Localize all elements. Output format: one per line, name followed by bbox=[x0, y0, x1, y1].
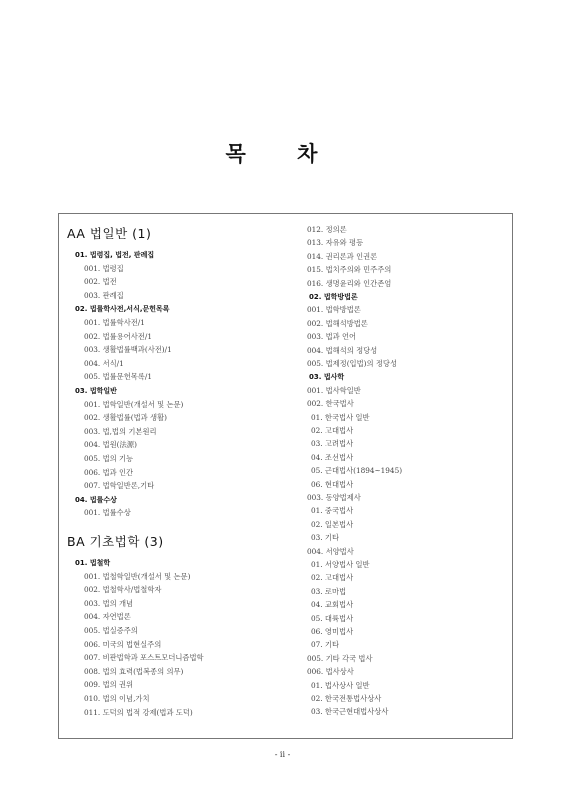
toc-entry: 03. 로마법 bbox=[311, 586, 347, 596]
toc-entry: 005. 법실증주의 bbox=[84, 626, 138, 635]
toc-entry: 011. 도덕의 법적 강제(법과 도덕) bbox=[84, 707, 193, 717]
toc-entry: 001. 법학방법론 bbox=[307, 305, 361, 315]
toc-entry: 003. 동양법제사 bbox=[307, 493, 361, 502]
toc-entry: 03. 고려법사 bbox=[311, 439, 354, 449]
toc-entry: 005. 기타 각국 법사 bbox=[307, 653, 373, 663]
toc-entry: 003. 생활법률백과(사전)/1 bbox=[84, 345, 172, 355]
toc-entry: 006. 미국의 법현실주의 bbox=[84, 639, 162, 649]
toc-entry: 02. 고대법사 bbox=[311, 426, 354, 435]
page-number: - ii - bbox=[274, 750, 291, 759]
toc-entry: 003. 법,법의 기본원리 bbox=[84, 426, 157, 436]
toc-entry: 002. 법철학사/법철학자 bbox=[84, 585, 162, 595]
toc-entry: 010. 법의 이념,가치 bbox=[84, 694, 150, 703]
toc-entry: 004. 서식/1 bbox=[84, 358, 124, 368]
toc-entry: 008. 법의 효력(법복종의 의무) bbox=[84, 666, 184, 676]
toc-entry: 05. 대륙법사 bbox=[311, 613, 354, 623]
toc-entry: 001. 법률수상 bbox=[84, 508, 131, 518]
toc-entry: 014. 권리론과 인권론 bbox=[307, 251, 378, 261]
toc-entry: 001. 법사학일반 bbox=[307, 385, 361, 395]
toc-entry: 004. 자연법론 bbox=[84, 612, 131, 622]
toc-entry: 05. 근대법사(1894~1945) bbox=[311, 466, 403, 476]
toc-entry: 001. 법률학사전/1 bbox=[84, 318, 145, 327]
toc-entry: 002. 한국법사 bbox=[307, 399, 354, 409]
toc-entry: 02. 한국전통법사상사 bbox=[311, 694, 382, 703]
toc-entry: 005. 법의 기능 bbox=[84, 454, 134, 463]
toc-entry: 001. 법령집 bbox=[84, 263, 124, 273]
section-heading: AA 법일반 (1) bbox=[67, 226, 152, 241]
toc-entry: 012. 정의론 bbox=[307, 225, 347, 234]
toc-entry: 002. 법률용어사전/1 bbox=[84, 331, 152, 341]
toc-entry: 002. 법전 bbox=[84, 277, 117, 287]
toc-entry: 06. 현대법사 bbox=[311, 479, 354, 489]
toc-entry: 04. 교회법사 bbox=[311, 600, 354, 610]
toc-entry: 003. 법과 언어 bbox=[307, 332, 357, 342]
toc-entry: 003. 법의 개념 bbox=[84, 598, 134, 608]
toc-entry: 01. 한국법사 일반 bbox=[311, 412, 370, 422]
toc-entry: 02. 일본법사 bbox=[311, 519, 354, 529]
category-heading: 04. 법률수상 bbox=[75, 495, 117, 504]
toc-entry: 002. 생활법률(법과 생활) bbox=[84, 413, 167, 423]
toc-entry: 01. 중국법사 bbox=[311, 506, 354, 516]
toc-entry: 01. 법사상사 일반 bbox=[311, 680, 370, 690]
category-heading: 03. 법학일반 bbox=[75, 387, 117, 395]
toc-entry: 004. 법원(法源) bbox=[84, 440, 137, 450]
toc-entry: 007. 비판법학과 포스트모더니즘법학 bbox=[84, 653, 204, 663]
toc-entry: 005. 법제정(입법)의 정당성 bbox=[307, 359, 398, 368]
toc-entry: 004. 서양법사 bbox=[307, 546, 354, 556]
category-heading: 01. 법철학 bbox=[75, 559, 111, 567]
category-heading: 03. 법사학 bbox=[309, 373, 345, 382]
toc-entry: 005. 법률문헌목록/1 bbox=[84, 372, 152, 382]
page-title: 목 차 bbox=[225, 142, 340, 166]
category-heading: 02. 법학방법론 bbox=[309, 293, 358, 301]
toc-entry: 03. 기타 bbox=[311, 533, 340, 543]
toc-entry: 07. 기타 bbox=[311, 640, 340, 650]
toc-entry: 01. 서양법사 일반 bbox=[311, 560, 370, 569]
toc-entry: 013. 자유와 평등 bbox=[307, 238, 364, 248]
toc-entry: 006. 법사상사 bbox=[307, 667, 354, 677]
toc-entry: 001. 법학일반(개설서 및 논문) bbox=[84, 399, 184, 409]
toc-entry: 03. 한국근현대법사상사 bbox=[311, 707, 389, 717]
toc-entry: 06. 영미법사 bbox=[311, 627, 354, 636]
toc-entry: 007. 법학일반론,기타 bbox=[84, 481, 155, 491]
toc-entry: 006. 법과 인간 bbox=[84, 467, 134, 477]
toc-entry: 004. 법해석의 정당성 bbox=[307, 345, 378, 355]
toc-entry: 016. 생명윤리와 인간존엄 bbox=[307, 278, 392, 288]
toc-entry: 003. 판례집 bbox=[84, 290, 124, 300]
toc-entry: 001. 법철학일반(개설서 및 논문) bbox=[84, 571, 191, 581]
category-heading: 01. 법령집, 법전, 판례집 bbox=[75, 251, 155, 259]
toc-entry: 002. 법해석방법론 bbox=[307, 318, 368, 328]
toc-entry: 04. 조선법사 bbox=[311, 452, 354, 462]
table-of-contents bbox=[58, 213, 513, 739]
toc-entry: 015. 법치주의와 민주주의 bbox=[307, 265, 392, 275]
category-heading: 02. 법률학사전,서식,문헌목록 bbox=[75, 305, 170, 314]
toc-entry: 02. 고대법사 bbox=[311, 573, 354, 583]
toc-entry: 009. 법의 권위 bbox=[84, 680, 134, 690]
section-heading: BA 기초법학 (3) bbox=[67, 534, 164, 549]
